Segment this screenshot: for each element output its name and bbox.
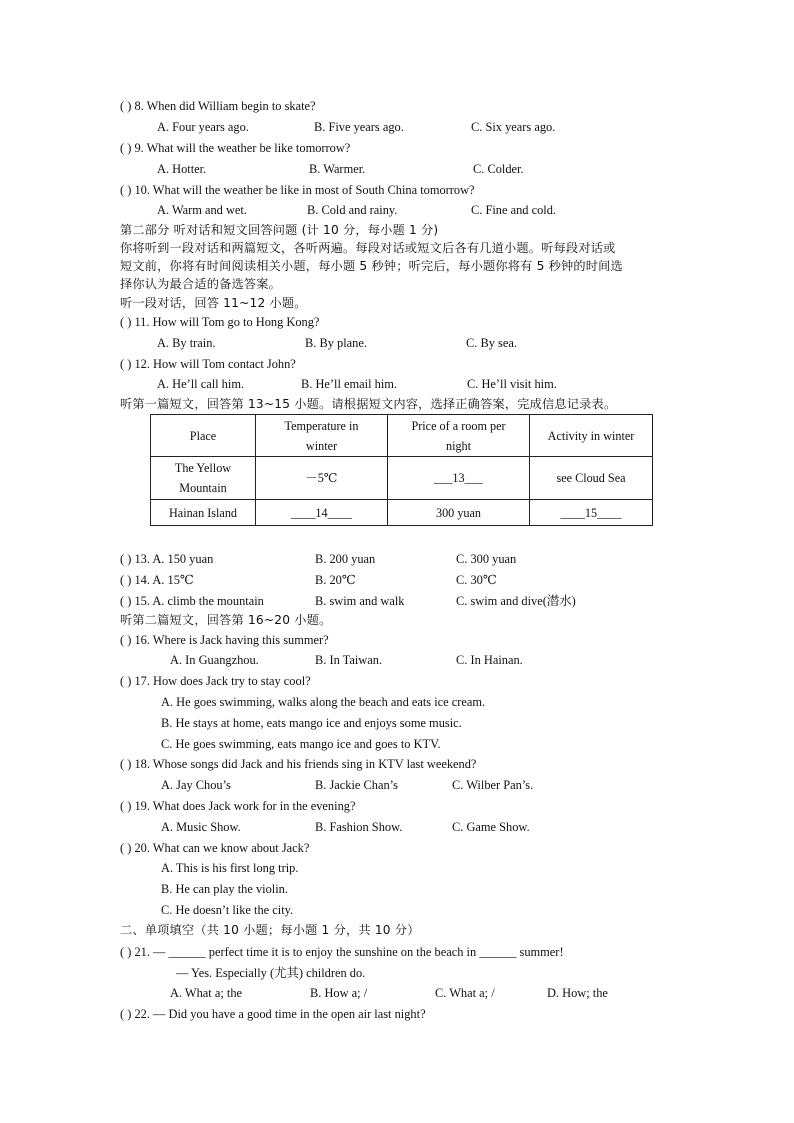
row-2-place-text: Hainan Island — [168, 505, 238, 520]
question-20-stem: ( ) 20. What can we know about Jack? — [120, 841, 310, 855]
question-9-option-c: C. Colder. — [473, 162, 524, 176]
row-2-price-text: 300 yuan — [435, 505, 482, 520]
row-2-temperature — [256, 500, 388, 526]
dialogue-intro: 听一段对话，回答 11~12 小题。 — [120, 296, 307, 310]
question-13-stem: ( ) 13. A. 150 yuan — [120, 552, 214, 566]
row-1-temperature-text: －5℃ — [305, 471, 338, 485]
question-10-option-a: A. Warm and wet. — [157, 203, 247, 217]
question-19-option-c: C. Game Show. — [452, 820, 530, 834]
row-1-place — [151, 457, 256, 500]
row-1-price — [388, 457, 530, 500]
question-16-option-b: B. In Taiwan. — [315, 653, 383, 667]
question-17-stem: ( ) 17. How does Jack try to stay cool? — [120, 674, 311, 688]
question-16-stem: ( ) 16. Where is Jack having this summer? — [120, 633, 329, 647]
question-20-option-a: A. This is his first long trip. — [161, 861, 299, 875]
header-temperature-line-1: Temperature in — [284, 418, 359, 433]
row-2-price — [388, 500, 530, 526]
question-8-stem: ( ) 8. When did William begin to skate? — [120, 99, 316, 113]
question-21-option-b: B. How a; / — [310, 986, 368, 1000]
header-place-text: Place — [189, 428, 217, 443]
header-temperature-line-2: winter — [305, 438, 338, 453]
part-2-title: 第二部分 听对话和短文回答问题 (计 10 分，每小题 1 分) — [120, 223, 439, 237]
question-19-option-a: A. Music Show. — [161, 820, 241, 834]
question-12-option-b: B. He’ll email him. — [301, 377, 398, 391]
question-21-stem: ( ) 21. — ______ perfect time it is to enjoy the sunshine on the beach in ______ summer! — [120, 945, 564, 959]
question-9-option-a: A. Hotter. — [157, 162, 207, 176]
question-12-stem: ( ) 12. How will Tom contact John? — [120, 357, 296, 371]
table-header-row — [151, 415, 653, 457]
row-1-activity — [530, 457, 653, 500]
question-21-reply: — Yes. Especially (尤其) children do. — [176, 966, 366, 980]
question-15-stem: ( ) 15. A. climb the mountain — [120, 594, 264, 608]
question-16-option-c: C. In Hainan. — [456, 653, 523, 667]
question-11-option-c: C. By sea. — [466, 336, 517, 350]
question-9-stem: ( ) 9. What will the weather be like tomorrow? — [120, 141, 351, 155]
question-10-option-b: B. Cold and rainy. — [307, 203, 398, 217]
question-8-option-a: A. Four years ago. — [157, 120, 249, 134]
part-2-instruction-line-3: 择你认为最合适的备选答案。 — [120, 277, 282, 291]
question-13-option-b: B. 200 yuan — [315, 552, 376, 566]
question-21-option-a: A. What a; the — [170, 986, 243, 1000]
question-11-option-a: A. By train. — [157, 336, 216, 350]
row-2-temperature-blank: ____14____ — [291, 505, 352, 520]
header-activity — [530, 415, 653, 457]
question-18-option-c: C. Wilber Pan’s. — [452, 778, 534, 792]
header-activity-text: Activity in winter — [547, 428, 635, 443]
question-18-stem: ( ) 18. Whose songs did Jack and his friends sing in KTV last weekend? — [120, 757, 477, 771]
question-14-stem: ( ) 14. A. 15℃ — [120, 573, 194, 587]
header-price-line-2: night — [445, 438, 472, 453]
question-8-option-b: B. Five years ago. — [314, 120, 404, 134]
table-row — [151, 500, 653, 526]
row-2-activity — [530, 500, 653, 526]
row-1-activity-text: see Cloud Sea — [556, 471, 626, 485]
question-16-option-a: A. In Guangzhou. — [170, 653, 259, 667]
header-price-line-1: Price of a room per — [411, 418, 506, 433]
question-13-option-c: C. 300 yuan — [456, 552, 517, 566]
row-2-activity-blank: ____15____ — [560, 505, 622, 520]
part-2-instruction-line-2: 短文前，你将有时间阅读相关小题，每小题 5 秒钟；听完后，每小题你将有 5 秒钟的时间选 — [120, 259, 623, 273]
row-1-place-line-2: Mountain — [179, 481, 227, 495]
question-20-option-b: B. He can play the violin. — [161, 882, 288, 896]
header-temperature — [256, 415, 388, 457]
question-22-stem: ( ) 22. — Did you have a good time in the open air last night? — [120, 1007, 426, 1021]
section-2-title: 二、单项填空（共 10 小题；每小题 1 分，共 10 分） — [120, 923, 420, 937]
question-19-option-b: B. Fashion Show. — [315, 820, 403, 834]
question-17-option-c: C. He goes swimming, eats mango ice and goes to KTV. — [161, 737, 441, 751]
question-9-option-b: B. Warmer. — [309, 162, 366, 176]
question-15-option-c: C. swim and dive(潜水) — [456, 594, 576, 608]
row-1-place-line-1: The Yellow — [174, 461, 232, 475]
question-14-option-b: B. 20℃ — [315, 573, 356, 587]
question-12-option-a: A. He’ll call him. — [157, 377, 245, 391]
information-record-table — [150, 414, 653, 526]
question-15-option-b: B. swim and walk — [315, 594, 405, 608]
question-19-stem: ( ) 19. What does Jack work for in the evening? — [120, 799, 356, 813]
question-21-option-c: C. What a; / — [435, 986, 495, 1000]
row-2-place — [151, 500, 256, 526]
question-21-option-d: D. How; the — [547, 986, 608, 1000]
table-row — [151, 457, 653, 500]
row-1-price-blank: ___13___ — [434, 471, 483, 485]
header-place — [151, 415, 256, 457]
question-10-option-c: C. Fine and cold. — [471, 203, 557, 217]
passage-2-intro: 听第二篇短文，回答第 16~20 小题。 — [120, 613, 332, 627]
part-2-instruction-line-1: 你将听到一段对话和两篇短文，各听两遍。每段对话或短文后各有几道小题。听每段对话或 — [120, 241, 616, 255]
question-17-option-b: B. He stays at home, eats mango ice and enjoys some music. — [161, 716, 462, 730]
question-11-option-b: B. By plane. — [305, 336, 367, 350]
header-price — [388, 415, 530, 457]
question-8-option-c: C. Six years ago. — [471, 120, 556, 134]
question-18-option-a: A. Jay Chou’s — [161, 778, 231, 792]
question-10-stem: ( ) 10. What will the weather be like in most of South China tomorrow? — [120, 183, 475, 197]
question-18-option-b: B. Jackie Chan’s — [315, 778, 398, 792]
question-11-stem: ( ) 11. How will Tom go to Hong Kong? — [120, 315, 320, 329]
question-17-option-a: A. He goes swimming, walks along the beach and eats ice cream. — [161, 695, 486, 709]
question-14-option-c: C. 30℃ — [456, 573, 497, 587]
passage-1-intro: 听第一篇短文，回答第 13~15 小题。请根据短文内容，选择正确答案，完成信息记录表。 — [120, 397, 617, 411]
row-1-temperature — [256, 457, 388, 500]
question-12-option-c: C. He’ll visit him. — [467, 377, 557, 391]
question-20-option-c: C. He doesn’t like the city. — [161, 903, 294, 917]
